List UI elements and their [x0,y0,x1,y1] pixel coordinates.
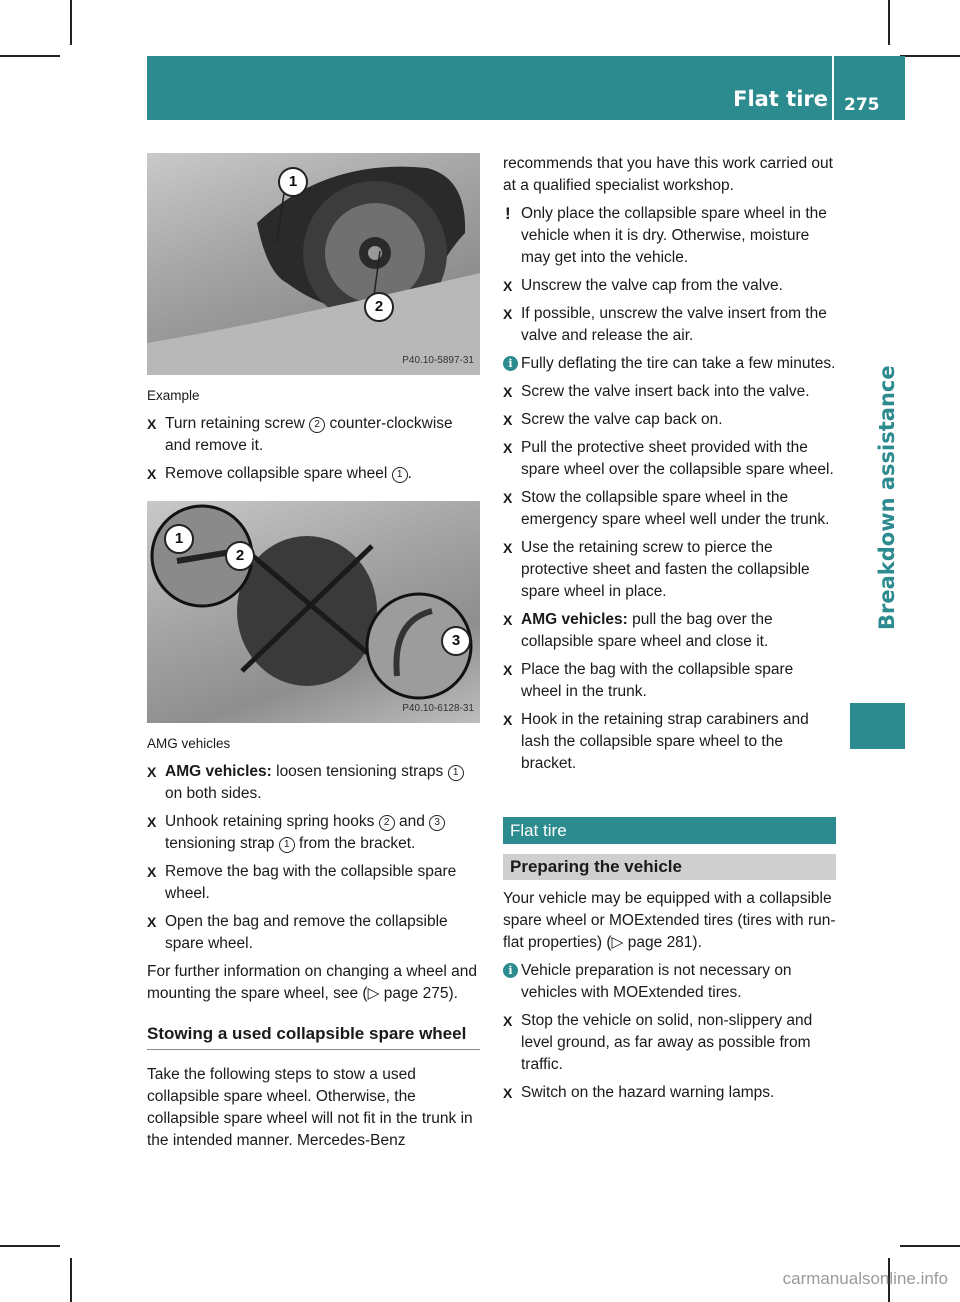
step-marker: X [147,416,157,432]
crop-mark [888,0,890,45]
crop-mark [70,0,72,45]
figure-code: P40.10-5897-31 [402,355,474,366]
figure-caption: Example [147,388,200,403]
callout-2: 2 [225,541,255,571]
ref-number: 2 [309,417,325,433]
paragraph: For further information on changing a wheel and mounting the spare wheel, see (▷ page 275). [147,963,478,1002]
step-marker: X [503,412,513,428]
step-marker: X [503,384,513,400]
crop-mark [0,1245,60,1247]
page-ref-arrow-icon: ▷ [367,985,380,1002]
step-item: X Unscrew the valve cap from the valve. [503,275,836,297]
warning-note: ! Only place the collapsible spare wheel in the vehicle when it is dry. Otherwise, moisture may get into the vehicle. [505,204,827,266]
crop-mark [900,55,960,57]
step-item: X Screw the valve insert back into the valve. [503,381,836,403]
footer-url: carmanualsonline.info [782,1269,948,1288]
crop-mark [70,1258,72,1302]
step-item: X Stop the vehicle on solid, non-slippery and level ground, as far away as possible from traffic. [503,1012,813,1073]
step-marker: X [503,662,513,678]
step-item: X Remove collapsible spare wheel 1 . [147,463,480,485]
warning-icon: ! [505,204,511,223]
figure-caption: AMG vehicles [147,736,231,751]
ref-number: 1 [448,765,464,781]
step-marker: X [147,914,157,930]
step-marker: X [503,712,513,728]
ref-number: 1 [392,467,408,483]
callout-1: 1 [164,524,194,554]
figure-code: P40.10-6128-31 [402,703,474,714]
step-marker: X [503,490,513,506]
step-item: X Stow the collapsible spare wheel in the emergency spare wheel well under the trunk. [503,489,830,528]
crop-mark [900,1245,960,1247]
page-title: Flat tire [733,87,828,111]
paragraph: Your vehicle may be equipped with a collapsible spare wheel or MOExtended tires (tires with run-flat properties) (▷ page 281). [503,890,836,951]
amg-bag-photo [147,501,480,723]
info-note: i Vehicle preparation is not necessary on vehicles with MOExtended tires. [503,960,836,1004]
step-item: X Place the bag with the collapsible spare wheel in the trunk. [503,661,794,700]
left-column [147,153,480,1158]
paragraph: recommends that you have this work carried out at a qualified specialist workshop. [503,155,833,194]
step-marker: X [147,764,157,780]
step-item: X Switch on the hazard warning lamps. [503,1082,836,1104]
step-marker: X [503,306,513,322]
subsection-heading: Preparing the vehicle [503,854,836,880]
step-item: X Pull the protective sheet provided with the spare wheel over the collapsible spare wheel. [503,439,834,478]
step-marker: X [503,612,513,628]
step-marker: X [147,814,157,830]
side-tab-label: Breakdown assistance [875,365,899,630]
step-item: X Hook in the retaining strap carabiners and lash the collapsible spare wheel to the bracket. [503,711,809,772]
step-item: X Screw the valve cap back on. [503,409,836,431]
section-heading: Flat tire [503,817,836,844]
callout-1: 1 [278,167,308,197]
step-marker: X [503,440,513,456]
callout-2: 2 [364,292,394,322]
ref-number: 3 [429,815,445,831]
step-item: X AMG vehicles: pull the bag over the collapsible spare wheel and close it. [503,611,773,650]
step-item: X Unhook retaining spring hooks 2 and 3 tensioning strap 1 from the bracket. [147,811,480,855]
step-marker: X [503,1013,513,1029]
info-icon: i [503,963,518,978]
right-column [503,153,836,1110]
step-item: X Remove the bag with the collapsible spare wheel. [147,863,457,902]
step-marker: X [147,466,157,482]
header-divider [832,56,834,120]
step-item: X Open the bag and remove the collapsible spare wheel. [147,913,448,952]
ref-number: 1 [279,837,295,853]
subheading: Stowing a used collapsible spare wheel [147,1023,480,1050]
step-item: X Turn retaining screw 2 counter-clockwise and remove it. [147,415,453,454]
paragraph: Take the following steps to stow a used collapsible spare wheel. Otherwise, the collapsible spare wheel will not fit in the trunk in the intended manner. Mercedes-Benz [147,1066,473,1149]
step-marker: X [503,1085,513,1101]
spare-wheel-illustration [147,153,480,375]
step-item: X AMG vehicles: loosen tensioning straps 1 on both sides. [147,761,480,805]
step-item: X If possible, unscrew the valve insert from the valve and release the air. [503,305,827,344]
step-marker: X [503,540,513,556]
step-marker: X [147,864,157,880]
ref-number: 2 [379,815,395,831]
side-tab-marker [850,703,905,749]
crop-mark [0,55,60,57]
step-item: X Use the retaining screw to pierce the protective sheet and fasten the collapsible spare wheel in place. [503,539,810,600]
info-note: i Fully deflating the tire can take a few minutes. [503,353,836,375]
spare-wheel-photo [147,153,480,375]
amg-bag-illustration [147,501,480,723]
step-marker: X [503,278,513,294]
info-icon: i [503,356,518,371]
page-number: 275 [844,95,880,115]
callout-3: 3 [441,626,471,656]
page-ref-arrow-icon: ▷ [611,934,624,951]
